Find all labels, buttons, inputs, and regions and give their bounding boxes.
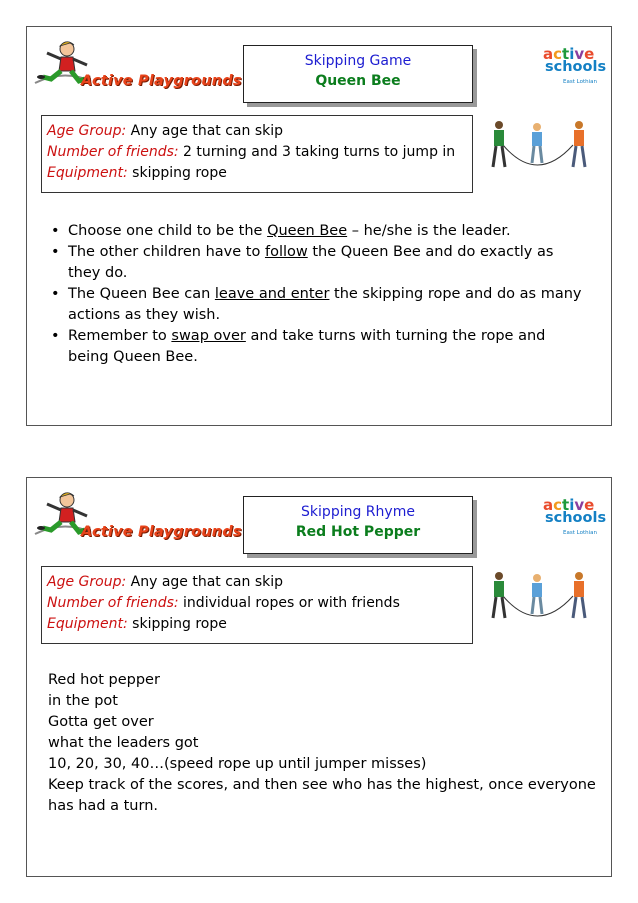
active-wordmark: active bbox=[543, 496, 595, 514]
age-group-row: Age Group: Any age that can skip bbox=[47, 123, 284, 139]
rhyme-line: in the pot bbox=[48, 693, 118, 709]
active-playgrounds-wordmark: Active Playgrounds bbox=[81, 524, 242, 540]
children-skipping-illustration bbox=[487, 570, 597, 630]
activity-title-box bbox=[243, 496, 473, 554]
activity-info-box bbox=[41, 566, 473, 644]
active-playgrounds-wordmark: Active Playgrounds bbox=[81, 73, 242, 89]
activity-card-red-hot-pepper bbox=[26, 477, 612, 877]
age-group-row: Age Group: Any age that can skip bbox=[47, 574, 284, 590]
rhyme-line: Keep track of the scores, and then see who has the highest, once everyone bbox=[48, 777, 596, 793]
list-item: • Remember to swap over and take turns with turning the rope and being Queen Bee. bbox=[47, 326, 587, 368]
activity-name: Queen Bee bbox=[315, 73, 401, 89]
children-skipping-illustration bbox=[487, 119, 597, 179]
list-item: • The Queen Bee can leave and enter the skipping rope and do as many actions as they wish. bbox=[47, 284, 587, 326]
rhyme-line: what the leaders got bbox=[48, 735, 199, 751]
region-wordmark: East Lothian bbox=[563, 79, 597, 85]
active-schools-logo bbox=[543, 45, 607, 97]
activity-title-box bbox=[243, 45, 473, 103]
activity-type: Skipping Game bbox=[304, 53, 412, 69]
instructions-list bbox=[47, 221, 587, 368]
friends-row: Number of friends: 2 turning and 3 taking turns to jump in bbox=[47, 144, 456, 160]
rhyme-line: Red hot pepper bbox=[48, 672, 160, 688]
active-wordmark: active bbox=[543, 45, 595, 63]
activity-info-box bbox=[41, 115, 473, 193]
list-item: • The other children have to follow the Queen Bee and do exactly as they do. bbox=[47, 242, 587, 284]
friends-row: Number of friends: individual ropes or with friends bbox=[47, 595, 400, 611]
equipment-row: Equipment: skipping rope bbox=[47, 616, 227, 632]
list-item: • Choose one child to be the Queen Bee – he/she is the leader. bbox=[47, 221, 587, 242]
schools-wordmark: schools bbox=[545, 59, 607, 75]
active-playgrounds-logo bbox=[33, 39, 242, 95]
active-schools-logo bbox=[543, 496, 607, 548]
rhyme-text bbox=[48, 670, 598, 817]
schools-wordmark: schools bbox=[545, 510, 607, 526]
active-playgrounds-logo bbox=[33, 490, 242, 546]
equipment-row: Equipment: skipping rope bbox=[47, 165, 227, 181]
region-wordmark: East Lothian bbox=[563, 530, 597, 536]
activity-type: Skipping Rhyme bbox=[301, 504, 415, 520]
rhyme-line: 10, 20, 30, 40…(speed rope up until jumper misses) bbox=[48, 756, 427, 772]
rhyme-line: Gotta get over bbox=[48, 714, 154, 730]
rhyme-line: has had a turn. bbox=[48, 798, 159, 814]
activity-card-queen-bee bbox=[26, 26, 612, 426]
activity-name: Red Hot Pepper bbox=[295, 524, 421, 540]
